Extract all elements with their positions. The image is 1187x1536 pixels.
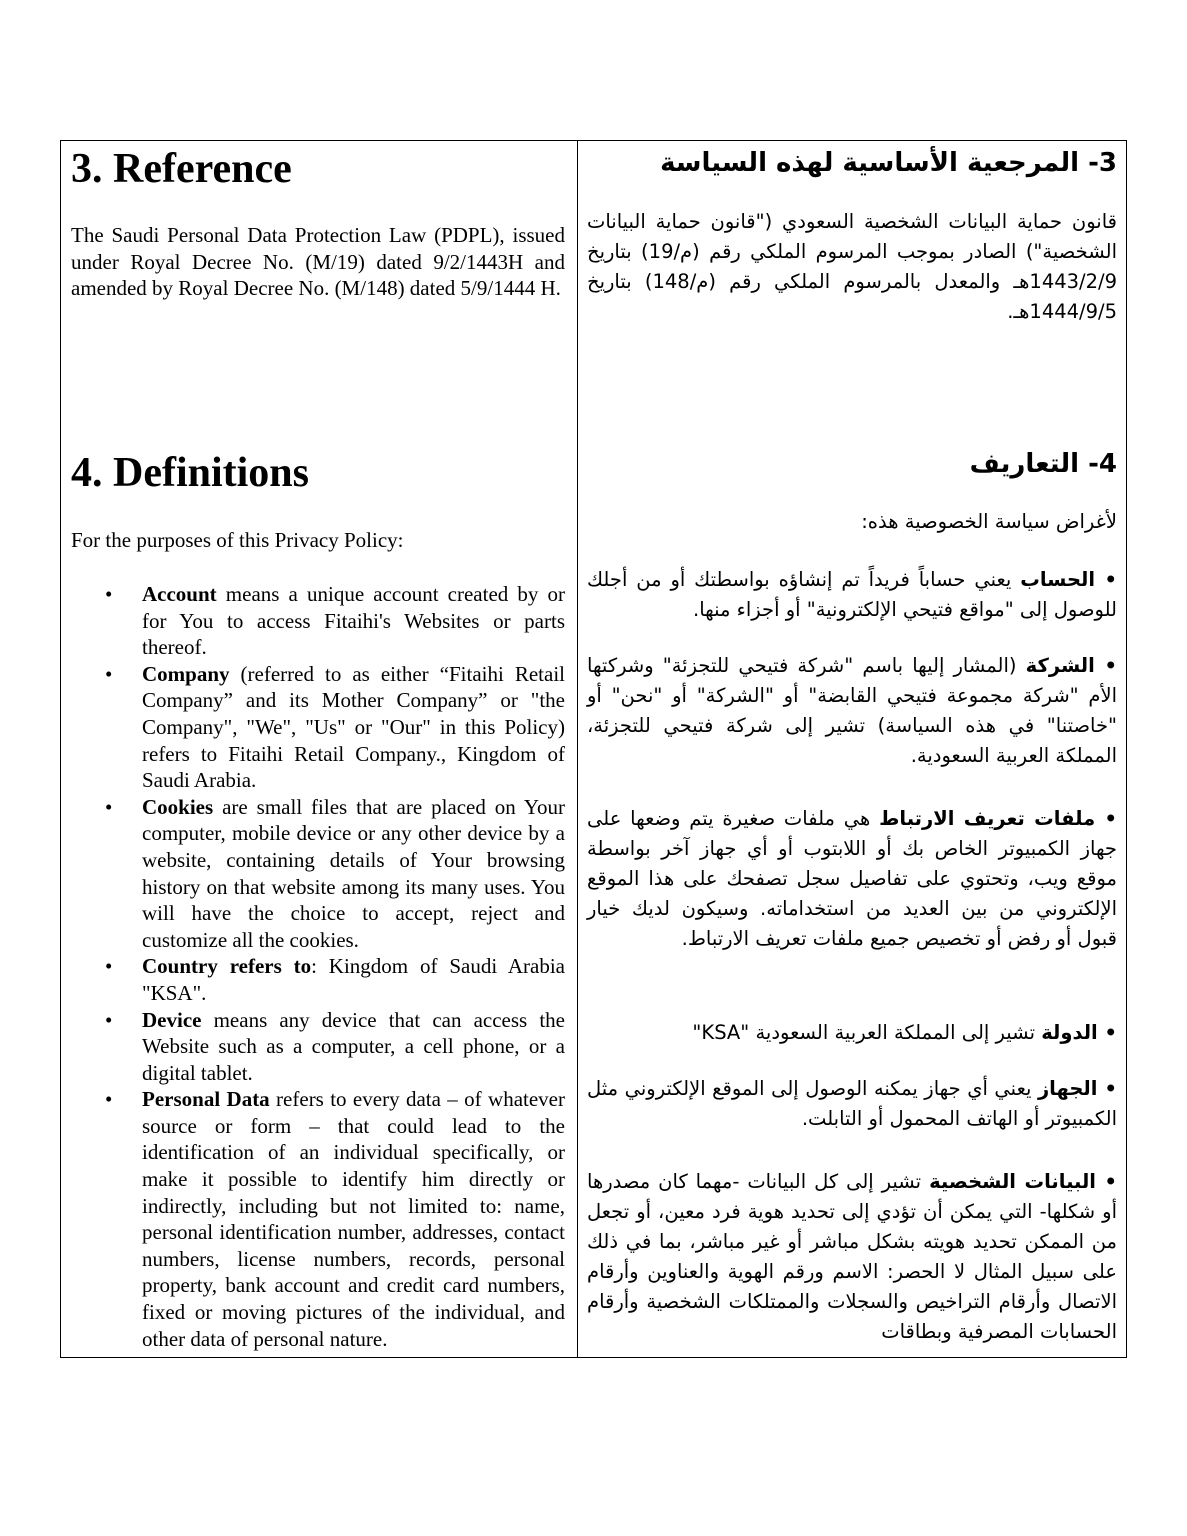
definition-text: يعني حساباً فريداً تم إنشاؤه بواسطتك أو من أجلك للوصول إلى "مواقع فتيحي الإلكترونية" أو أجزاء منها. bbox=[587, 568, 1117, 621]
column-divider bbox=[577, 141, 578, 1357]
definition-text: تشير إلى المملكة العربية السعودية "KSA" bbox=[692, 1021, 1042, 1044]
definition-term: • ملفات تعريف الارتباط bbox=[879, 807, 1118, 830]
definition-country-ar bbox=[587, 1018, 1117, 1048]
bullet-icon: • bbox=[105, 1087, 113, 1112]
definition-text: means a unique account created by or for You to access Fitaihi's Websites or parts thereof. bbox=[142, 582, 565, 660]
definition-term: • الحساب bbox=[1020, 568, 1117, 591]
definition-term: • الدولة bbox=[1041, 1021, 1117, 1044]
definition-device-ar bbox=[587, 1074, 1117, 1134]
definition-cookies-ar bbox=[587, 804, 1117, 954]
section4-intro-ar: لأغراض سياسة الخصوصية هذه: bbox=[861, 510, 1117, 533]
definition-text: تشير إلى كل البيانات -مهما كان مصدرها أو شكلها- التي يمكن أن تؤدي إلى تحديد هوية فرد معين، أو تجعل من الممكن تحديد هويته بشكل مباشر أو غير مباشر، بما في ذلك على سبيل المثال لا الحصر: الاسم ورقم الهوية والعناوين وأرقام الاتصال وأرقام التراخيص والسجلات والممتلكات الشخصية وأرقام الحسابات المصرفية وبطاقات bbox=[587, 1170, 1117, 1343]
section3-heading-ar: 3- المرجعية الأساسية لهذه السياسة bbox=[660, 148, 1117, 178]
definition-term: Device bbox=[142, 1007, 202, 1032]
definition-text: (المشار إليها باسم "شركة فتيحي للتجزئة" وشركتها الأم "شركة مجموعة فتيحي القابضة" أو "الشركة" أو "نحن" أو "خاصتنا" في هذه السياسة) تشير إلى شركة فتيحي للتجزئة، المملكة العربية السعودية. bbox=[587, 654, 1117, 767]
definition-account-en bbox=[71, 581, 565, 661]
section3-text-en: The Saudi Personal Data Protection Law (PDPL), issued under Royal Decree No. (M/19) dated 9/2/1443H and amended by Royal Decree No. (M/148) dated 5/9/1444 H. bbox=[71, 223, 565, 300]
definition-account-ar bbox=[587, 565, 1117, 625]
definition-text: يعني أي جهاز يمكنه الوصول إلى الموقع الإلكتروني مثل الكمبيوتر أو الهاتف المحمول أو التابلت. bbox=[587, 1077, 1117, 1130]
definition-term: • الشركة bbox=[1025, 654, 1117, 677]
definition-term: Cookies bbox=[142, 794, 214, 819]
definition-device-en bbox=[71, 1007, 565, 1087]
section3-text-ar: قانون حماية البيانات الشخصية السعودي ("قانون حماية البيانات الشخصية") الصادر بموجب المرسوم الملكي رقم (م/19) بتاريخ 1443/2/9هـ والمعدل بالمرسوم الملكي رقم (م/148) بتاريخ 1444/9/5هـ. bbox=[587, 210, 1117, 323]
definitions-list-en bbox=[71, 581, 565, 1352]
definition-country-en bbox=[71, 953, 565, 1006]
definition-company-ar bbox=[587, 651, 1117, 771]
definition-text: means any device that can access the Website such as a computer, a cell phone, or a digital tablet. bbox=[142, 1007, 565, 1085]
section4-heading-ar: 4- التعاريف bbox=[969, 449, 1117, 479]
bullet-icon: • bbox=[105, 794, 113, 819]
bullet-icon: • bbox=[105, 661, 113, 686]
definition-text: : Kingdom of Saudi Arabia "KSA". bbox=[142, 954, 565, 1005]
definition-cookies-en bbox=[71, 794, 565, 954]
bullet-icon: • bbox=[105, 954, 113, 979]
definition-personal-data-ar bbox=[587, 1167, 1117, 1347]
bullet-icon: • bbox=[105, 582, 113, 606]
definition-text: (referred to as either “Fitaihi Retail Company” and its Mother Company” or "the Company", "We", "Us" or "Our" in this Policy) refers to Fitaihi Retail Company., Kingdom of Saudi Arabia. bbox=[142, 661, 565, 793]
section4-intro-en: For the purposes of this Privacy Policy: bbox=[71, 528, 404, 552]
policy-table bbox=[60, 140, 1127, 1358]
definition-text: are small files that are placed on Your computer, mobile device or any other device by a website, containing details of Your browsing history on that website among its many uses. You will have the choice to accept, reject and customize all the cookies. bbox=[142, 794, 565, 952]
definition-term: Account bbox=[142, 582, 217, 606]
definition-term: • البيانات الشخصية bbox=[929, 1170, 1118, 1193]
definition-text: هي ملفات صغيرة يتم وضعها على جهاز الكمبيوتر الخاص بك أو اللابتوب أو أي جهاز آخر بواسطة موقع ويب، وتحتوي على تفاصيل سجل تصفحك على هذا الموقع الإلكتروني من بين العديد من استخداماته. وسيكون لديك خيار قبول أو رفض أو تخصيص جميع ملفات تعريف الارتباط. bbox=[587, 807, 1117, 950]
section4-heading-en: 4. Definitions bbox=[71, 450, 310, 496]
definition-text: refers to every data – of whatever source or form – that could lead to the identification of an individual specifically, or make it possible to identify him directly or indirectly, including but not limited to: name, personal identification number, addresses, contact numbers, license numbers, records, personal property, bank account and credit card numbers, fixed or moving pictures of the individual, and other data of personal nature. bbox=[142, 1087, 565, 1351]
definition-term: Company bbox=[142, 661, 230, 686]
definition-term: Personal Data bbox=[142, 1087, 270, 1112]
section3-heading-en: 3. Reference bbox=[71, 146, 292, 192]
definition-company-en bbox=[71, 661, 565, 794]
definition-term: Country refers to bbox=[142, 954, 312, 979]
definition-term: • الجهاز bbox=[1037, 1077, 1117, 1100]
definition-personal-data-en bbox=[71, 1086, 565, 1352]
bullet-icon: • bbox=[105, 1007, 113, 1032]
